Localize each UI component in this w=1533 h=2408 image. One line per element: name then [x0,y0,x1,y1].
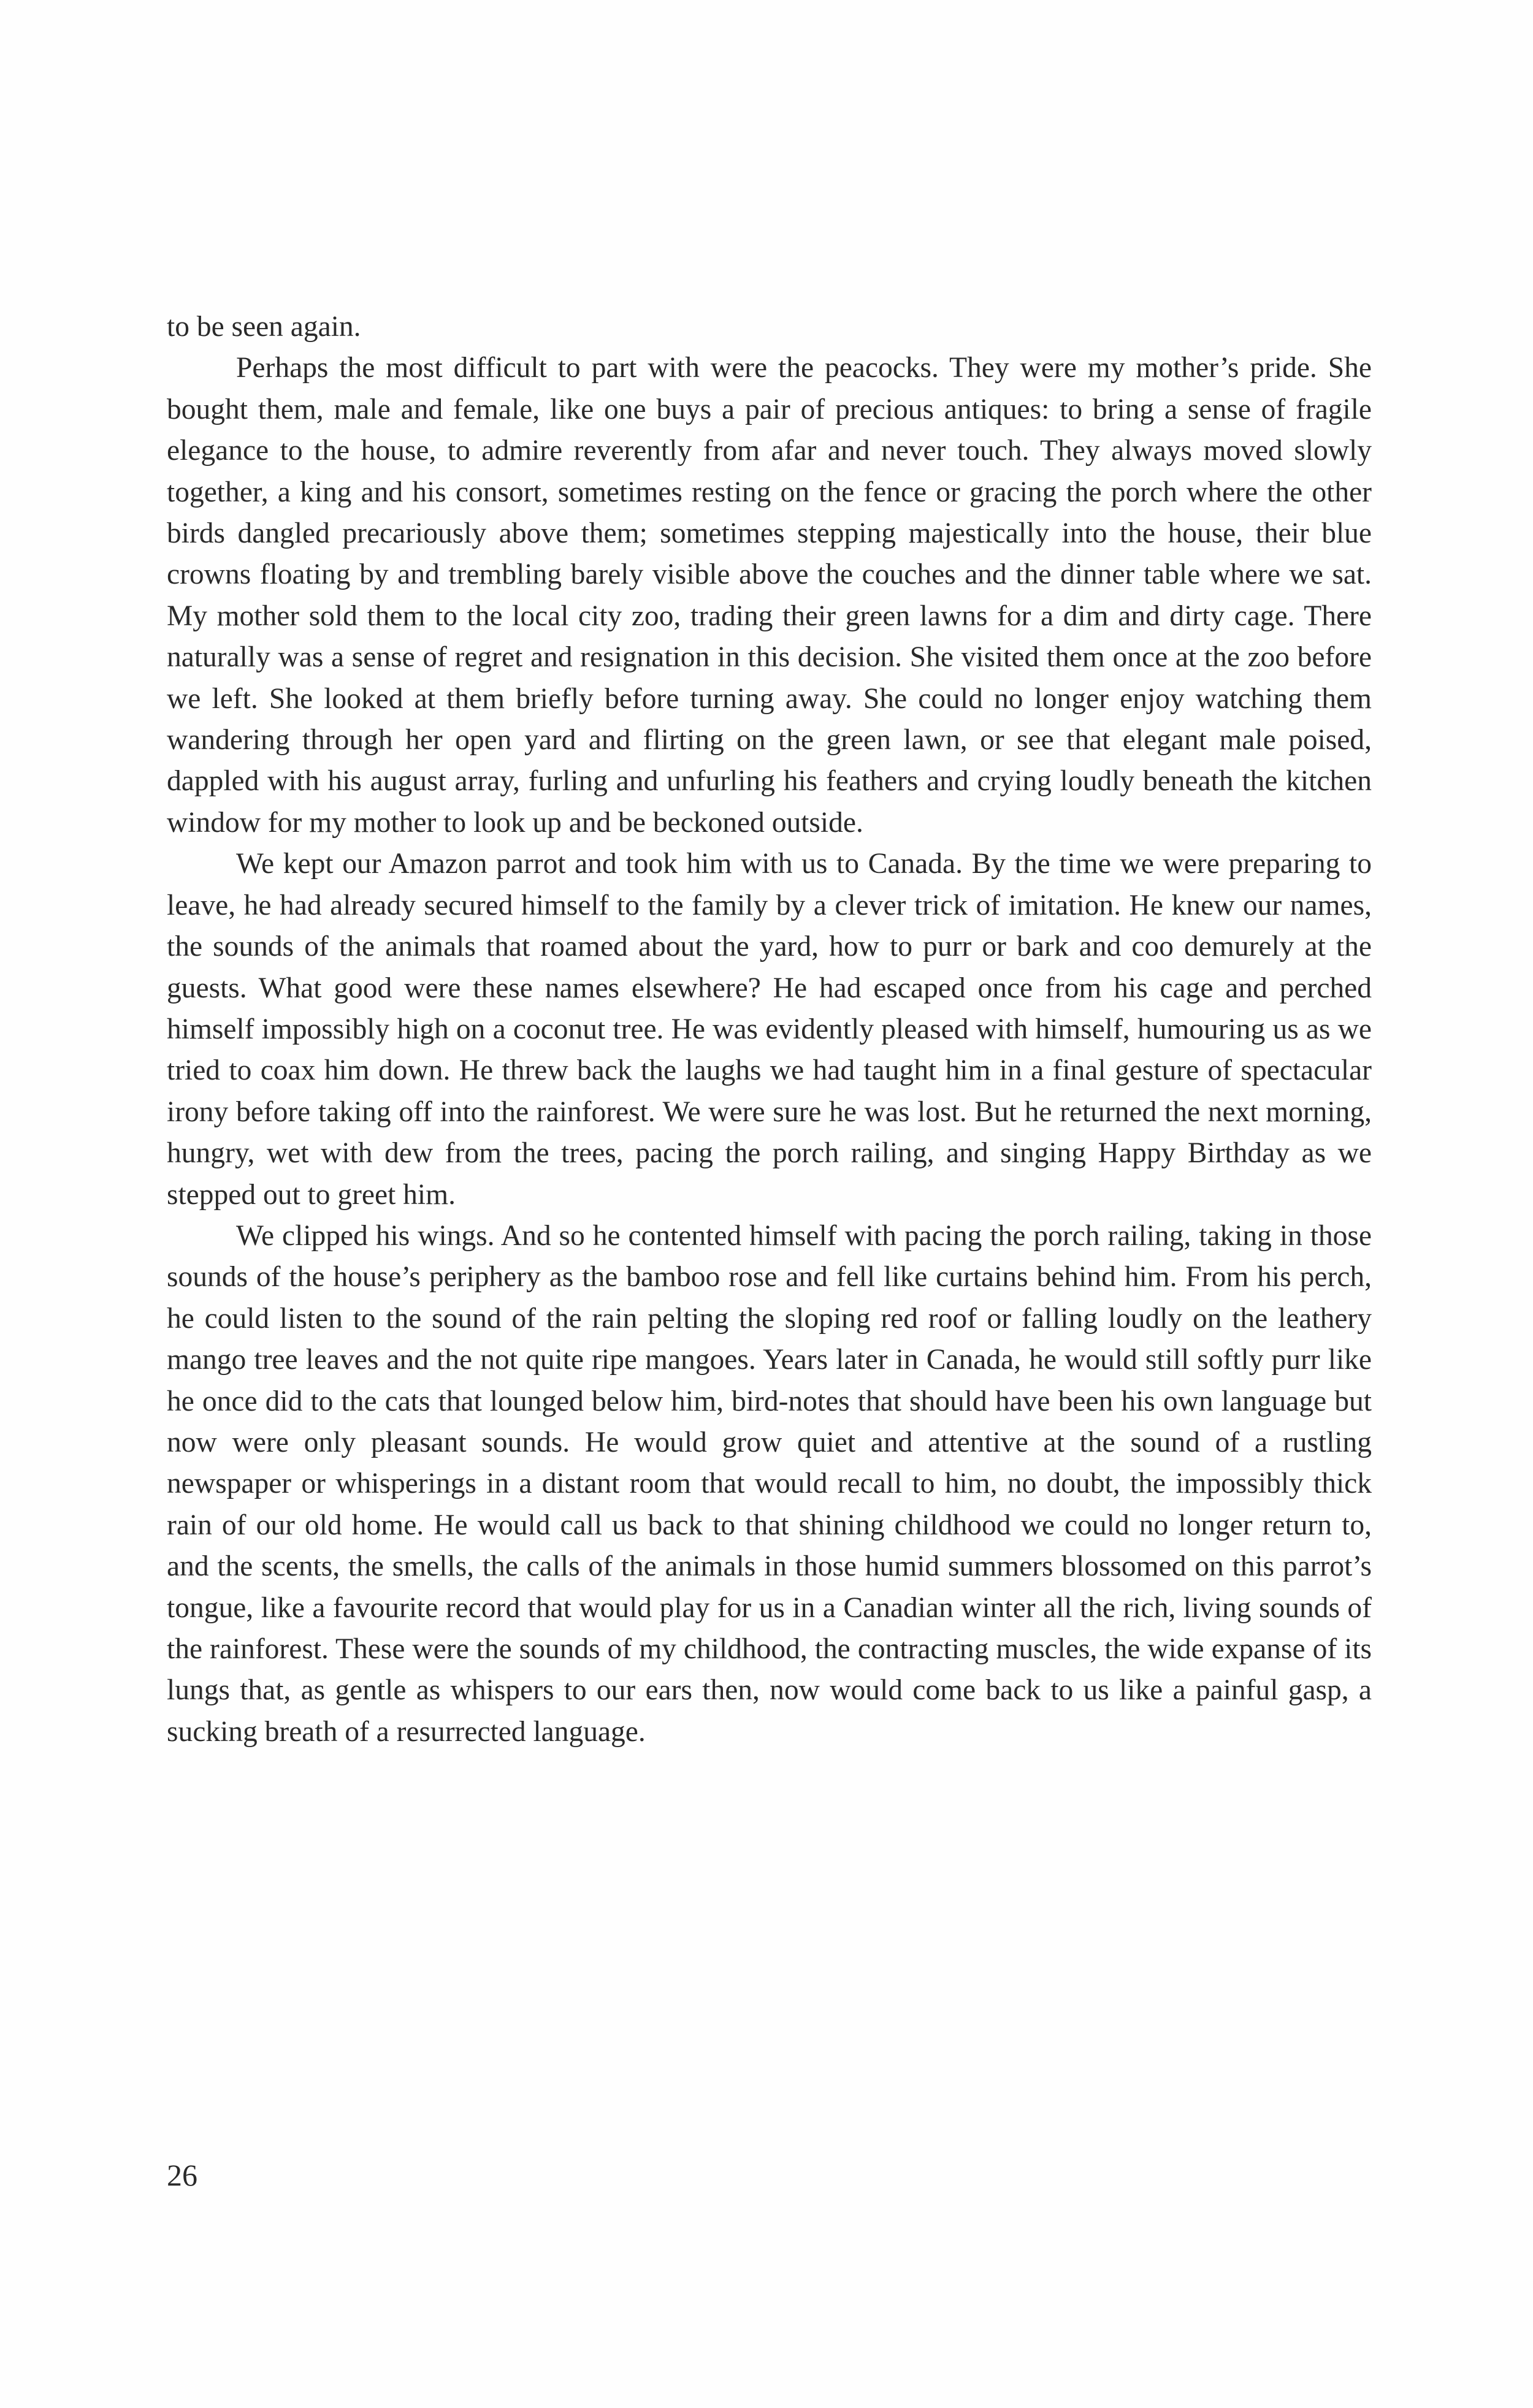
body-text [167,307,1372,1753]
page-number: 26 [167,2158,197,2192]
paragraph-peacocks: Perhaps the most difficult to part with were the peacocks. They were my mother’s pride. She bought them, male and female, like one buys a pair of precious antiques: to bring a sense of fragile elegance to the house, to admire reverently from afar and never touch. They always moved slowly together, a king and his consort, sometimes resting on the fence or gracing the porch where the other birds dangled precariously above them; sometimes stepping majestically into the house, their blue crowns floating by and trembling barely visible above the couches and the dinner table where we sat. My mother sold them to the local city zoo, trading their green lawns for a dim and dirty cage. There naturally was a sense of regret and resignation in this decision. She visited them once at the zoo before we left. She looked at them briefly before turning away. She could no longer enjoy watching them wandering through her open yard and flirting on the green lawn, or see that elegant male poised, dappled with his august array, furling and unfurling his feathers and crying loudly beneath the kitchen window for my mother to look up and be beckoned outside. [167,352,1372,839]
paragraph-clipped-wings: We clipped his wings. And so he contented himself with pacing the porch railing, taking in those sounds of the house’s periphery as the bamboo rose and fell like curtains behind him. From his perch, he could listen to the sound of the rain pelting the sloping red roof or falling loudly on the leathery mango tree leaves and the not quite ripe mangoes. Years later in Canada, he would still softly purr like he once did to the cats that lounged below him, bird-notes that should have been his own language but now were only pleasant sounds. He would grow quiet and attentive at the sound of a rustling newspaper or whisperings in a distant room that would recall to him, no doubt, the impossibly thick rain of our old home. He would call us back to that shining childhood we could no longer return to, and the scents, the smells, the calls of the animals in those humid summers blossomed on this parrot’s tongue, like a favourite record that would play for us in a Canadian winter all the rich, living sounds of the rainforest. These were the sounds of my childhood, the contracting muscles, the wide expanse of its lungs that, as gentle as whispers to our ears then, now would come back to us like a painful gasp, a sucking breath of a resurrected language. [167,1219,1372,1748]
paragraph-parrot: We kept our Amazon parrot and took him with us to Canada. By the time we were preparing to leave, he had already secured himself to the family by a clever trick of imitation. He knew our names, the sounds of the animals that roamed about the yard, how to purr or bark and coo demurely at the guests. What good were these names elsewhere? He had escaped once from his cage and perched himself impossibly high on a coconut tree. He was evidently pleased with himself, humouring us as we tried to coax him down. He threw back the laughs we had taught him in a final gesture of spectacular irony before taking off into the rainforest. We were sure he was lost. But he returned the next morning, hungry, wet with dew from the trees, pacing the porch railing, and singing Happy Birthday as we stepped out to greet him. [167,848,1372,1211]
paragraph-continuation: to be seen again. [167,311,361,343]
